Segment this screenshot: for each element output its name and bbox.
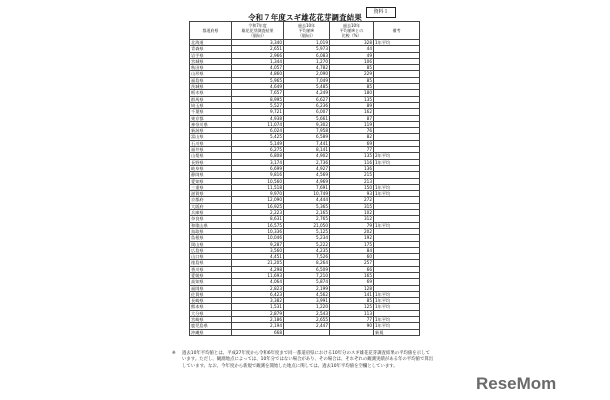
cell-this-year: 3,382 [232, 298, 284, 304]
cell-ten-year-average: 4,969 [284, 178, 330, 184]
cell-prefecture: 広島県 [190, 247, 232, 253]
cell-remarks: 新規 [374, 329, 420, 335]
cell-prefecture: 北海道 [190, 40, 232, 46]
cell-ten-year-average: 7,210 [284, 272, 330, 278]
cell-ten-year-average: 5,485 [284, 84, 330, 90]
cell-this-year: 11,074 [232, 121, 284, 127]
cell-prefecture: 福岡県 [190, 285, 232, 291]
cell-comparison-percent: 165 [330, 272, 374, 278]
cell-ten-year-average: 5,365 [284, 203, 330, 209]
cell-prefecture: 新潟県 [190, 128, 232, 134]
cell-this-year: 4,451 [232, 254, 284, 260]
cell-prefecture: 佐賀県 [190, 291, 232, 297]
cell-this-year: 4,649 [232, 84, 284, 90]
cell-this-year: 2,651 [232, 46, 284, 52]
cell-this-year: 16,575 [232, 222, 284, 228]
cell-ten-year-average: 2,736 [284, 159, 330, 165]
cell-ten-year-average: 6,007 [284, 109, 330, 115]
cell-this-year: 4,938 [232, 115, 284, 121]
table-header-row [190, 22, 420, 40]
cell-prefecture: 大阪府 [190, 203, 232, 209]
cell-comparison-percent: 272 [330, 197, 374, 203]
cell-this-year: 6,024 [232, 128, 284, 134]
cell-comparison-percent: 150 [330, 184, 374, 190]
cell-comparison-percent: 87 [330, 115, 374, 121]
cell-prefecture: 三重県 [190, 184, 232, 190]
cell-prefecture: 岩手県 [190, 52, 232, 58]
cell-this-year: 3,560 [232, 247, 284, 253]
cell-comparison-percent: 215 [330, 172, 374, 178]
cell-this-year: 8,995 [232, 96, 284, 102]
cell-comparison-percent: 85 [330, 298, 374, 304]
cell-this-year: 5,527 [232, 102, 284, 108]
cell-this-year: 11,693 [232, 272, 284, 278]
cell-comparison-percent: 85 [330, 65, 374, 71]
cell-prefecture: 神奈川県 [190, 121, 232, 127]
cell-prefecture: 宮城県 [190, 58, 232, 64]
cell-ten-year-average: 6,589 [284, 134, 330, 140]
cell-prefecture: 秋田県 [190, 65, 232, 71]
cell-prefecture: 長崎県 [190, 298, 232, 304]
cell-ten-year-average: 7,526 [284, 254, 330, 260]
cell-comparison-percent: 113 [330, 310, 374, 316]
cell-prefecture: 奈良県 [190, 216, 232, 222]
cell-ten-year-average: 7,049 [284, 77, 330, 83]
cell-ten-year-average: 8,264 [284, 260, 330, 266]
cell-prefecture: 島根県 [190, 235, 232, 241]
resemom-logo-text: ReseMom [476, 374, 557, 393]
cell-prefecture: 鹿児島県 [190, 323, 232, 329]
cell-ten-year-average: 5,874 [284, 279, 330, 285]
cell-comparison-percent: 44 [330, 46, 374, 52]
cell-this-year: 2,186 [232, 317, 284, 323]
cell-this-year: 1,344 [232, 58, 284, 64]
cell-this-year: 2,966 [232, 52, 284, 58]
cell-prefecture: 徳島県 [190, 260, 232, 266]
cell-prefecture: 高知県 [190, 279, 232, 285]
cell-ten-year-average: 2,543 [284, 310, 330, 316]
cell-prefecture: 福井県 [190, 147, 232, 153]
cell-prefecture: 東京都 [190, 115, 232, 121]
cell-ten-year-average: 3,991 [284, 298, 330, 304]
cell-ten-year-average: 7,691 [284, 184, 330, 190]
cell-comparison-percent: 60 [330, 254, 374, 260]
cell-comparison-percent: 76 [330, 128, 374, 134]
cell-ten-year-average: 2,199 [284, 285, 330, 291]
survey-results-table [189, 21, 420, 336]
cell-comparison-percent: 312 [330, 216, 374, 222]
cell-comparison-percent: 85 [330, 77, 374, 83]
cell-this-year: 3,340 [232, 40, 284, 46]
cell-prefecture: 和歌山県 [190, 222, 232, 228]
table-body [190, 40, 420, 336]
cell-prefecture: 福島県 [190, 77, 232, 83]
cell-comparison-percent: 84 [330, 247, 374, 253]
cell-comparison-percent: 175 [330, 241, 374, 247]
table-row [190, 329, 420, 335]
document-title: 令和７年度スギ雄花花芽調査結果 [248, 13, 362, 22]
cell-this-year: 8,631 [232, 216, 284, 222]
cell-this-year: 4,298 [232, 266, 284, 272]
cell-this-year: 11,518 [232, 184, 284, 190]
cell-comparison-percent: 125 [330, 304, 374, 310]
header-this-year-text: 令和7年度 雄花花芽調査結果 （個/㎡） [241, 23, 274, 38]
cell-comparison-percent: 136 [330, 165, 374, 171]
cell-this-year: 10,336 [232, 228, 284, 234]
cell-this-year: 2,194 [232, 323, 284, 329]
cell-ten-year-average: 4,927 [284, 165, 330, 171]
cell-ten-year-average: 2,765 [284, 216, 330, 222]
cell-comparison-percent: 180 [330, 90, 374, 96]
cell-ten-year-average: 1,220 [284, 304, 330, 310]
header-comparison-percent-text: 過去10年 平均値※との 比較（%） [339, 23, 364, 38]
cell-ten-year-average: 2,447 [284, 323, 330, 329]
cell-ten-year-average: 5,125 [284, 228, 330, 234]
cell-ten-year-average: 5,222 [284, 241, 330, 247]
cell-comparison-percent: 135 [330, 153, 374, 159]
cell-this-year: 2,223 [232, 210, 284, 216]
cell-remarks: 1年平均 [374, 323, 420, 329]
cell-prefecture: 埼玉県 [190, 102, 232, 108]
cell-comparison-percent: 328 [330, 40, 374, 46]
cell-this-year: 4,064 [232, 279, 284, 285]
cell-comparison-percent: 257 [330, 260, 374, 266]
cell-this-year: 2,879 [232, 310, 284, 316]
header-this-year [232, 22, 284, 40]
cell-ten-year-average: 2,165 [284, 210, 330, 216]
cell-ten-year-average: 1,270 [284, 58, 330, 64]
cell-remarks: 1年平均 [374, 191, 420, 197]
cell-this-year: 2,823 [232, 285, 284, 291]
cell-comparison-percent: 192 [330, 235, 374, 241]
cell-ten-year-average: 4,444 [284, 197, 330, 203]
cell-ten-year-average: 5,661 [284, 115, 330, 121]
cell-prefecture: 大分県 [190, 310, 232, 316]
header-prefecture: 都道府県 [190, 22, 232, 40]
cell-comparison-percent: 229 [330, 71, 374, 77]
cell-this-year: 3,174 [232, 159, 284, 165]
cell-ten-year-average: 21,050 [284, 222, 330, 228]
cell-comparison-percent: 128 [330, 285, 374, 291]
cell-prefecture: 茨城県 [190, 84, 232, 90]
cell-prefecture: 兵庫県 [190, 210, 232, 216]
cell-prefecture: 静岡県 [190, 172, 232, 178]
cell-prefecture: 山口県 [190, 254, 232, 260]
cell-ten-year-average: 7,441 [284, 140, 330, 146]
cell-comparison-percent: 79 [330, 222, 374, 228]
cell-comparison-percent: 77 [330, 317, 374, 323]
cell-ten-year-average: 4,782 [284, 65, 330, 71]
cell-comparison-percent: 102 [330, 210, 374, 216]
cell-this-year: 6,699 [232, 165, 284, 171]
cell-prefecture: 愛知県 [190, 178, 232, 184]
cell-comparison-percent: 85 [330, 84, 374, 90]
cell-comparison-percent: 82 [330, 134, 374, 140]
footnote-text: 過去10年平均値とは、平成27年度から令和6年度まで同一都道府県における10年分のスギ雄花花芽調査結果の平均値を示しています。ただし、観測地点によっては、10年分ではない場合があり、その場合は、それぞれの観測実績がある年の平均値で算出しています。なお、今年度から新規で観測を開始した地点に関しては、過去10年平均値を空欄としています。 [182, 351, 434, 369]
cell-remarks: 1年平均 [374, 40, 420, 46]
cell-ten-year-average: 1,019 [284, 40, 330, 46]
cell-ten-year-average: 5,234 [284, 235, 330, 241]
cell-prefecture: 群馬県 [190, 96, 232, 102]
cell-comparison-percent: 49 [330, 52, 374, 58]
cell-prefecture: 長野県 [190, 159, 232, 165]
cell-ten-year-average [284, 329, 330, 335]
cell-this-year: 9,816 [232, 172, 284, 178]
cell-ten-year-average: 4,902 [284, 153, 330, 159]
cell-this-year: 12,090 [232, 197, 284, 203]
cell-prefecture: 京都府 [190, 197, 232, 203]
cell-prefecture: 滋賀県 [190, 191, 232, 197]
cell-ten-year-average: 6,627 [284, 96, 330, 102]
cell-comparison-percent: 213 [330, 178, 374, 184]
cell-prefecture: 沖縄県 [190, 329, 232, 335]
cell-prefecture: 青森県 [190, 46, 232, 52]
cell-comparison-percent: 315 [330, 203, 374, 209]
cell-prefecture: 石川県 [190, 140, 232, 146]
cell-remarks: 2年平均 [374, 153, 420, 159]
header-ten-year-average [284, 22, 330, 40]
cell-comparison-percent: 77 [330, 147, 374, 153]
cell-comparison-percent: 135 [330, 96, 374, 102]
cell-prefecture: 栃木県 [190, 90, 232, 96]
cell-comparison-percent: 141 [330, 291, 374, 297]
cell-prefecture: 岡山県 [190, 241, 232, 247]
cell-this-year: 5,425 [232, 134, 284, 140]
cell-ten-year-average: 4,249 [284, 90, 330, 96]
cell-remarks: 1年平均 [374, 159, 420, 165]
cell-ten-year-average: 5,973 [284, 46, 330, 52]
cell-comparison-percent: 89 [330, 102, 374, 108]
cell-this-year: 6,275 [232, 147, 284, 153]
cell-ten-year-average: 4,562 [284, 291, 330, 297]
cell-prefecture: 鳥取県 [190, 228, 232, 234]
cell-ten-year-average: 7,958 [284, 128, 330, 134]
footnote-mark: ※ [172, 351, 176, 356]
cell-remarks: 1年平均 [374, 304, 420, 310]
cell-ten-year-average: 6,236 [284, 102, 330, 108]
cell-prefecture: 山梨県 [190, 153, 232, 159]
cell-ten-year-average: 4,569 [284, 172, 330, 178]
cell-this-year: 6,423 [232, 291, 284, 297]
header-ten-year-average-text: 過去10年 平均値※ （個/㎡） [297, 23, 316, 38]
cell-comparison-percent [330, 329, 374, 335]
cell-remarks: 1年平均 [374, 291, 420, 297]
cell-this-year: 1,531 [232, 304, 284, 310]
cell-prefecture: 千葉県 [190, 109, 232, 115]
cell-comparison-percent: 69 [330, 140, 374, 146]
cell-this-year: 668 [232, 329, 284, 335]
cell-comparison-percent: 69 [330, 279, 374, 285]
cell-comparison-percent: 202 [330, 228, 374, 234]
cell-comparison-percent: 90 [330, 323, 374, 329]
cell-this-year: 5,965 [232, 77, 284, 83]
cell-comparison-percent: 66 [330, 266, 374, 272]
cell-comparison-percent: 106 [330, 58, 374, 64]
cell-this-year: 5,149 [232, 140, 284, 146]
cell-prefecture: 香川県 [190, 266, 232, 272]
cell-prefecture: 愛媛県 [190, 272, 232, 278]
cell-prefecture: 富山県 [190, 134, 232, 140]
reference-label: 資料１ [366, 7, 396, 18]
cell-comparison-percent: 119 [330, 121, 374, 127]
header-remarks: 備考 [374, 22, 420, 40]
cell-ten-year-average: 10,749 [284, 191, 330, 197]
cell-ten-year-average: 8,141 [284, 147, 330, 153]
cell-prefecture: 宮崎県 [190, 317, 232, 323]
cell-comparison-percent: 116 [330, 159, 374, 165]
cell-this-year: 10,046 [232, 235, 284, 241]
cell-this-year: 9,287 [232, 241, 284, 247]
cell-prefecture: 熊本県 [190, 304, 232, 310]
header-comparison-percent [330, 22, 374, 40]
cell-ten-year-average: 6,083 [284, 52, 330, 58]
cell-this-year: 16,925 [232, 203, 284, 209]
cell-remarks: 1年平均 [374, 222, 420, 228]
cell-comparison-percent: 162 [330, 109, 374, 115]
cell-this-year: 21,205 [232, 260, 284, 266]
cell-ten-year-average: 9,302 [284, 121, 330, 127]
cell-ten-year-average: 2,090 [284, 71, 330, 77]
cell-ten-year-average: 6,509 [284, 266, 330, 272]
cell-prefecture: 岐阜県 [190, 165, 232, 171]
cell-this-year: 6,808 [232, 153, 284, 159]
cell-this-year: 10,560 [232, 178, 284, 184]
cell-this-year: 4,057 [232, 65, 284, 71]
cell-this-year: 4,860 [232, 71, 284, 77]
cell-remarks: 1年平均 [374, 298, 420, 304]
cell-comparison-percent: 93 [330, 191, 374, 197]
cell-this-year: 9,970 [232, 191, 284, 197]
footnote [172, 351, 434, 370]
cell-this-year: 9,721 [232, 109, 284, 115]
cell-prefecture: 山形県 [190, 71, 232, 77]
cell-this-year: 7,657 [232, 90, 284, 96]
cell-ten-year-average: 2,655 [284, 317, 330, 323]
cell-remarks: 1年平均 [374, 317, 420, 323]
cell-remarks: 1年平均 [374, 184, 420, 190]
resemom-logo [476, 372, 591, 394]
cell-ten-year-average: 4,235 [284, 247, 330, 253]
